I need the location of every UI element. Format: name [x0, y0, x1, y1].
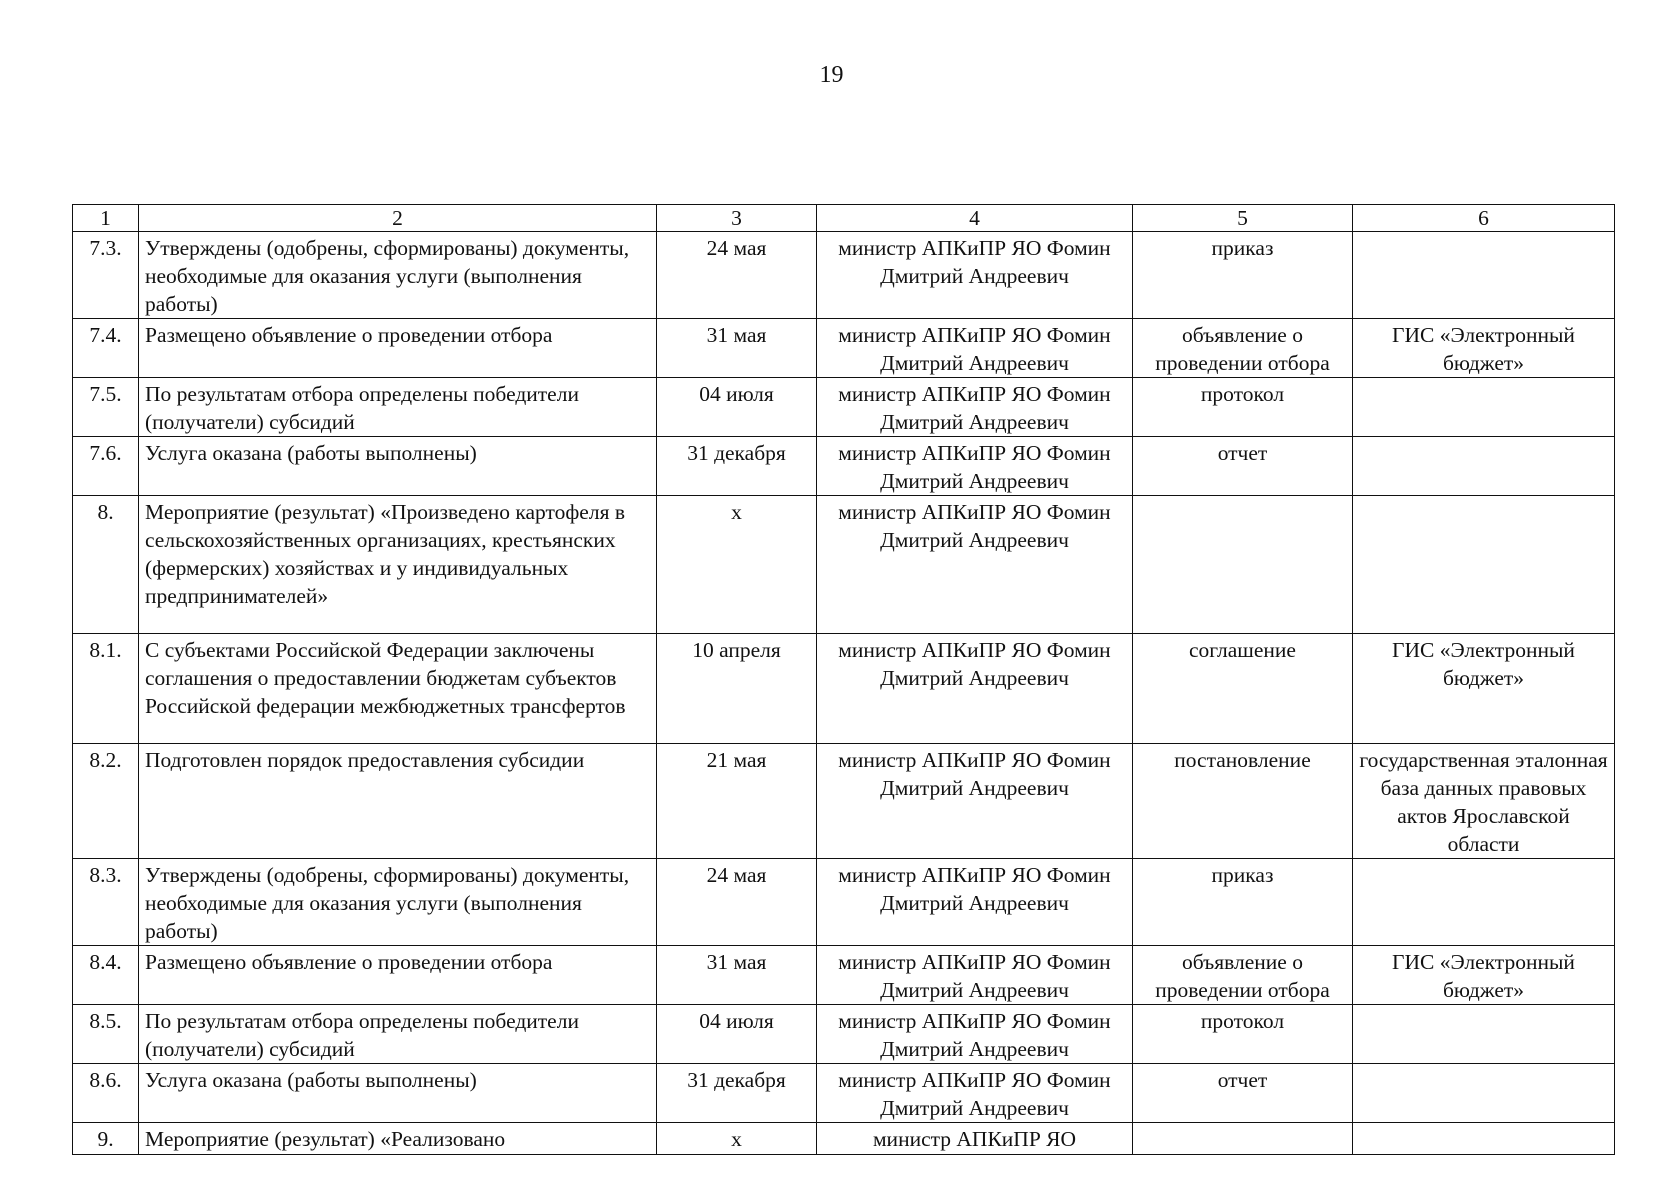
row-deadline: 31 мая	[657, 946, 817, 1005]
row-information-system: государственная эталонная база данных правовых актов Ярославской области	[1353, 744, 1615, 859]
row-information-system	[1353, 378, 1615, 437]
row-information-system	[1353, 437, 1615, 496]
row-document: объявление о проведении отбора	[1133, 946, 1353, 1005]
row-number: 8.6.	[73, 1064, 139, 1123]
row-document: приказ	[1133, 232, 1353, 319]
row-document: объявление о проведении отбора	[1133, 319, 1353, 378]
row-number: 7.5.	[73, 378, 139, 437]
plan-table	[72, 204, 1615, 1155]
row-information-system: ГИС «Электронный бюджет»	[1353, 634, 1615, 744]
row-description: Мероприятие (результат) «Реализовано	[139, 1123, 657, 1155]
row-document: отчет	[1133, 437, 1353, 496]
row-number: 8.4.	[73, 946, 139, 1005]
row-responsible: министр АПКиПР ЯО Фомин Дмитрий Андреевич	[817, 378, 1133, 437]
table-row	[73, 232, 1615, 319]
row-number: 8.1.	[73, 634, 139, 744]
row-document: приказ	[1133, 859, 1353, 946]
table-row	[73, 1064, 1615, 1123]
row-description: По результатам отбора определены победители (получатели) субсидий	[139, 1005, 657, 1064]
table-row	[73, 859, 1615, 946]
row-description: С субъектами Российской Федерации заключены соглашения о предоставлении бюджетам субъектов Российской федерации межбюджетных трансфертов	[139, 634, 657, 744]
table-row	[73, 378, 1615, 437]
row-deadline: 24 мая	[657, 859, 817, 946]
row-number: 9.	[73, 1123, 139, 1155]
row-description: Услуга оказана (работы выполнены)	[139, 437, 657, 496]
row-document: постановление	[1133, 744, 1353, 859]
row-document: протокол	[1133, 378, 1353, 437]
row-description: Услуга оказана (работы выполнены)	[139, 1064, 657, 1123]
row-deadline: 31 декабря	[657, 1064, 817, 1123]
row-information-system: ГИС «Электронный бюджет»	[1353, 946, 1615, 1005]
column-number-6: 6	[1353, 205, 1615, 232]
table-row	[73, 1123, 1615, 1155]
column-number-2: 2	[139, 205, 657, 232]
column-number-4: 4	[817, 205, 1133, 232]
row-description: Подготовлен порядок предоставления субсидии	[139, 744, 657, 859]
row-description: Утверждены (одобрены, сформированы) документы, необходимые для оказания услуги (выполнения работы)	[139, 859, 657, 946]
table-row	[73, 744, 1615, 859]
row-responsible: министр АПКиПР ЯО Фомин Дмитрий Андреевич	[817, 319, 1133, 378]
row-deadline: 21 мая	[657, 744, 817, 859]
row-responsible: министр АПКиПР ЯО Фомин Дмитрий Андреевич	[817, 232, 1133, 319]
row-description: Мероприятие (результат) «Произведено картофеля в сельскохозяйственных организациях, крестьянских (фермерских) хозяйствах и у индивидуальных предпринимателей»	[139, 496, 657, 634]
row-information-system	[1353, 1123, 1615, 1155]
row-description: Размещено объявление о проведении отбора	[139, 319, 657, 378]
row-document: соглашение	[1133, 634, 1353, 744]
row-information-system	[1353, 496, 1615, 634]
row-document	[1133, 496, 1353, 634]
row-responsible: министр АПКиПР ЯО Фомин Дмитрий Андреевич	[817, 1005, 1133, 1064]
row-responsible: министр АПКиПР ЯО Фомин Дмитрий Андреевич	[817, 634, 1133, 744]
column-number-1: 1	[73, 205, 139, 232]
row-deadline: 31 декабря	[657, 437, 817, 496]
row-number: 7.4.	[73, 319, 139, 378]
row-deadline: 10 апреля	[657, 634, 817, 744]
row-deadline: 24 мая	[657, 232, 817, 319]
row-responsible: министр АПКиПР ЯО Фомин Дмитрий Андреевич	[817, 496, 1133, 634]
page-number: 19	[819, 62, 844, 88]
row-number: 8.	[73, 496, 139, 634]
row-responsible: министр АПКиПР ЯО	[817, 1123, 1133, 1155]
row-number: 7.3.	[73, 232, 139, 319]
row-number: 8.5.	[73, 1005, 139, 1064]
row-responsible: министр АПКиПР ЯО Фомин Дмитрий Андреевич	[817, 859, 1133, 946]
row-number: 7.6.	[73, 437, 139, 496]
row-deadline: 04 июля	[657, 378, 817, 437]
column-number-3: 3	[657, 205, 817, 232]
row-deadline: 31 мая	[657, 319, 817, 378]
row-information-system	[1353, 1005, 1615, 1064]
column-number-5: 5	[1133, 205, 1353, 232]
row-deadline: 04 июля	[657, 1005, 817, 1064]
row-information-system: ГИС «Электронный бюджет»	[1353, 319, 1615, 378]
table-row	[73, 437, 1615, 496]
row-number: 8.3.	[73, 859, 139, 946]
row-document: протокол	[1133, 1005, 1353, 1064]
row-description: Утверждены (одобрены, сформированы) документы, необходимые для оказания услуги (выполнения работы)	[139, 232, 657, 319]
row-description: Размещено объявление о проведении отбора	[139, 946, 657, 1005]
table-row	[73, 319, 1615, 378]
row-document: отчет	[1133, 1064, 1353, 1123]
row-information-system	[1353, 232, 1615, 319]
row-information-system	[1353, 859, 1615, 946]
row-responsible: министр АПКиПР ЯО Фомин Дмитрий Андреевич	[817, 744, 1133, 859]
row-document	[1133, 1123, 1353, 1155]
row-deadline: x	[657, 1123, 817, 1155]
row-information-system	[1353, 1064, 1615, 1123]
table-row	[73, 946, 1615, 1005]
row-deadline: x	[657, 496, 817, 634]
row-responsible: министр АПКиПР ЯО Фомин Дмитрий Андреевич	[817, 946, 1133, 1005]
table-row	[73, 634, 1615, 744]
row-responsible: министр АПКиПР ЯО Фомин Дмитрий Андреевич	[817, 437, 1133, 496]
row-number: 8.2.	[73, 744, 139, 859]
table-header-row	[73, 205, 1615, 232]
row-description: По результатам отбора определены победители (получатели) субсидий	[139, 378, 657, 437]
table-row	[73, 1005, 1615, 1064]
table-row	[73, 496, 1615, 634]
row-responsible: министр АПКиПР ЯО Фомин Дмитрий Андреевич	[817, 1064, 1133, 1123]
